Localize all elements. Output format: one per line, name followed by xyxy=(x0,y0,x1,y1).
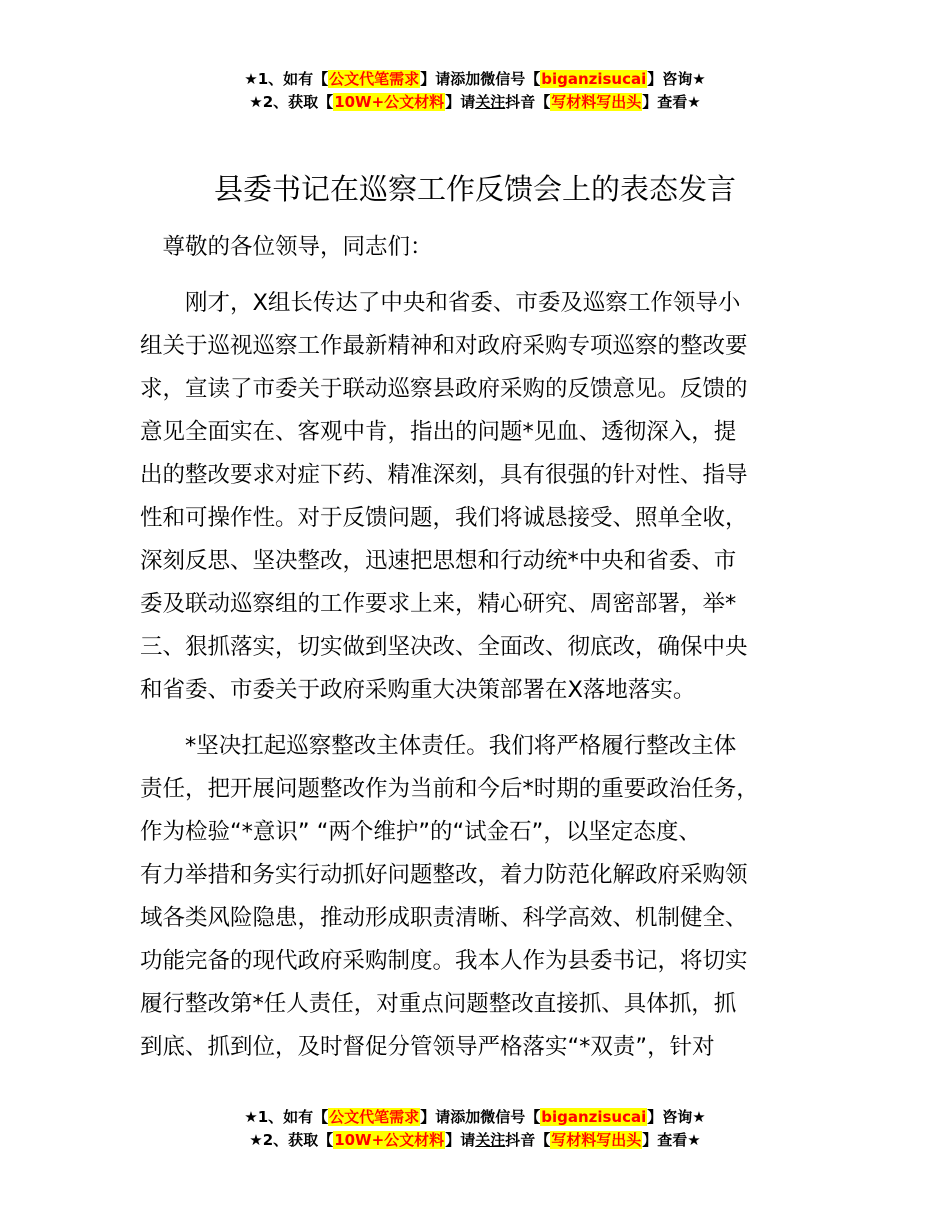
banner-line2-follow: 关注 xyxy=(475,1131,506,1149)
banner-line2-mid2: 抖音【 xyxy=(505,1131,551,1149)
banner-line1-highlight-service: 公文代笔需求 xyxy=(329,70,420,88)
paragraph-line: 求，宣读了市委关于联动巡察县政府采购的反馈意见。反馈的 xyxy=(140,376,748,402)
banner-line2-suffix: 】查看★ xyxy=(642,93,701,111)
banner-line2-mid1: 】请 xyxy=(445,1131,476,1149)
banner-line2-prefix: ★2、获取【 xyxy=(249,1131,334,1149)
banner-line2-highlight-douyin: 写材料写出头 xyxy=(551,93,642,111)
banner-line1-prefix: ★1、如有【 xyxy=(244,1108,329,1126)
paragraph-gap xyxy=(140,269,820,282)
banner-line1-mid: 】请添加微信号【 xyxy=(420,1108,541,1126)
paragraph-gap xyxy=(140,712,820,725)
banner-line-2 xyxy=(0,1129,950,1152)
banner-line2-highlight-materials: 10W+公文材料 xyxy=(334,1131,445,1149)
paragraph-line: 域各类风险隐患，推动形成职责清晰、科学高效、机制健全、 xyxy=(140,905,748,931)
paragraph-line: 履行整改第*任人责任，对重点问题整改直接抓、具体抓，抓 xyxy=(140,991,737,1017)
banner-line2-prefix: ★2、获取【 xyxy=(249,93,334,111)
greeting xyxy=(140,226,820,269)
paragraph-line: 到底、抓到位，及时督促分管领导严格落实“*双责”，针对 xyxy=(140,1034,715,1060)
paragraph-2 xyxy=(140,725,820,1069)
banner-line-1 xyxy=(0,68,950,91)
paragraph-line: 意见全面实在、客观中肯，指出的问题*见血、透彻深入，提 xyxy=(140,419,737,445)
paragraph-line: 刚才，X组长传达了中央和省委、市委及巡察工作领导小 xyxy=(140,290,741,316)
banner-line1-highlight-wechat: biganzisucai xyxy=(541,70,647,88)
paragraph-line: 委及联动巡察组的工作要求上来，精心研究、周密部署，举* xyxy=(140,591,737,617)
paragraph-1 xyxy=(140,282,820,712)
banner-line2-highlight-douyin: 写材料写出头 xyxy=(551,1131,642,1149)
header-banner xyxy=(0,68,950,114)
banner-line2-suffix: 】查看★ xyxy=(642,1131,701,1149)
banner-line1-mid: 】请添加微信号【 xyxy=(420,70,541,88)
banner-line1-highlight-wechat: biganzisucai xyxy=(541,1108,647,1126)
banner-line-2 xyxy=(0,91,950,114)
paragraph-line: 组关于巡视巡察工作最新精神和对政府采购专项巡察的整改要 xyxy=(140,333,748,359)
paragraph-line: 责任，把开展问题整改作为当前和今后*时期的重要政治任务， xyxy=(140,776,759,802)
paragraph-line: 有力举措和务实行动抓好问题整改，着力防范化解政府采购领 xyxy=(140,862,748,888)
banner-line2-follow: 关注 xyxy=(475,93,506,111)
banner-line1-suffix: 】咨询★ xyxy=(647,1108,706,1126)
banner-line2-mid2: 抖音【 xyxy=(505,93,551,111)
paragraph-line: 性和可操作性。对于反馈问题，我们将诚恳接受、照单全收， xyxy=(140,505,748,531)
paragraph-line: 深刻反思、坚决整改，迅速把思想和行动统*中央和省委、市 xyxy=(140,548,737,574)
banner-line1-highlight-service: 公文代笔需求 xyxy=(329,1108,420,1126)
paragraph-line: 作为检验“*意识” “两个维护”的“试金石”，以坚定态度、 xyxy=(140,819,701,845)
banner-line-1 xyxy=(0,1106,950,1129)
paragraph-line: 和省委、市委关于政府采购重大决策部署在X落地落实。 xyxy=(140,677,696,703)
banner-line2-mid1: 】请 xyxy=(445,93,476,111)
paragraph-line: *坚决扛起巡察整改主体责任。我们将严格履行整改主体 xyxy=(140,733,737,759)
banner-line1-prefix: ★1、如有【 xyxy=(244,70,329,88)
banner-line1-suffix: 】咨询★ xyxy=(647,70,706,88)
paragraph-line: 出的整改要求对症下药、精准深刻，具有很强的针对性、指导 xyxy=(140,462,748,488)
paragraph-line: 功能完备的现代政府采购制度。我本人作为县委书记，将切实 xyxy=(140,948,748,974)
document-body xyxy=(140,226,820,1069)
greeting-text: 尊敬的各位领导，同志们： xyxy=(162,234,433,260)
banner-line2-highlight-materials: 10W+公文材料 xyxy=(334,93,445,111)
footer-banner xyxy=(0,1106,950,1152)
paragraph-line: 三、狠抓落实，切实做到坚决改、全面改、彻底改，确保中央 xyxy=(140,634,748,660)
document-title: 县委书记在巡察工作反馈会上的表态发言 xyxy=(213,172,736,206)
